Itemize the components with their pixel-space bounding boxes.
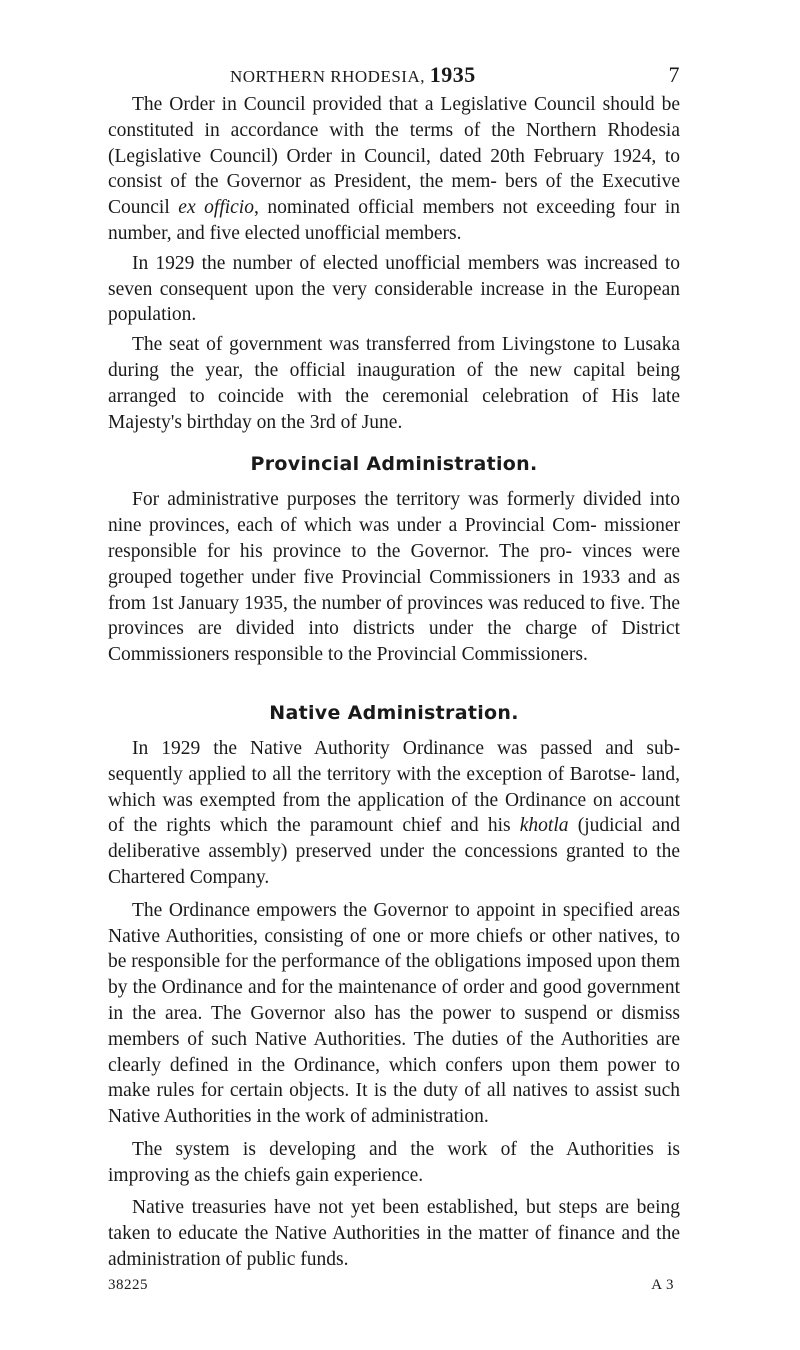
running-title xyxy=(230,62,476,88)
running-header xyxy=(108,62,680,92)
document-page xyxy=(108,62,680,1294)
print-number: 38225 xyxy=(108,1276,148,1293)
paragraph-seat-of-government: The seat of government was transferred from Livingstone to Lusaka during the year, the official inauguration of the new capital being arranged to coincide with the ceremonial celebration of His late Majesty's birthday on the 3rd of June. xyxy=(108,334,680,433)
paragraph-ordinance-powers: The Ordinance empowers the Governor to appoint in specified areas Native Authorities, consisting of one or more chiefs or other natives, to be responsible for the performance of the obligations imposed upon them by the Ordinance and for the maintenance of order and good government in the area. The Governor also has the power to suspend or dismiss members of such Native Authorities. The duties of the Authorities are clearly defined in the Ordinance, which confers upon them power to make rules for certain objects. It is the duty of all natives to assist such Native Authorities in the work of administration. xyxy=(108,899,680,1128)
page-footer xyxy=(108,1277,680,1294)
paragraph-elected-members: In 1929 the number of elected unofficial members was increased to seven consequent upon the very considerable increase in the European population. xyxy=(108,252,680,326)
paragraph-legislative-council: The Order in Council provided that a Legislative Council should be constituted in accordance with the terms of the Northern Rhodesia (Legislative Council) Order in Council, dated 20th February 1924, to consist of the Governor as President, the mem- bers of the Executive Council ex officio, nominated official members not exceeding four in number, and five elected unofficial members. xyxy=(108,94,681,244)
signature-mark: A 3 xyxy=(651,1276,674,1293)
heading-provincial-administration: Provincial Administration. xyxy=(250,453,538,476)
paragraph-provinces: For administrative purposes the territory was formerly divided into nine provinces, each of which was under a Provincial Com- missioner responsible for his province to the Governor. The pro- vinces were grouped together under five Provincial Commissioners in 1933 and as from 1st January 1935, the number of provinces was reduced to five. The provinces are divided into districts under the charge of District Commissioners responsible to the Provincial Commissioners. xyxy=(108,489,680,666)
heading-native-administration: Native Administration. xyxy=(269,701,519,724)
page-number: 7 xyxy=(668,62,680,87)
header-year: 1935 xyxy=(429,62,476,87)
paragraph-native-authority-ordinance: In 1929 the Native Authority Ordinance was passed and sub- sequently applied to all the territory with the exception of Barotse- land, which was exempted from the application of the Ordinance on account of the rights which the paramount chief and his khotla (judicial and deliberative assembly) preserved under the concessions granted to the Chartered Company. xyxy=(108,737,681,888)
header-title: NORTHERN RHODESIA, xyxy=(230,67,425,86)
paragraph-system-developing: The system is developing and the work of the Authorities is improving as the chiefs gain experience. xyxy=(108,1138,680,1186)
paragraph-native-treasuries: Native treasuries have not yet been established, but steps are being taken to educate the Native Authorities in the matter of finance and the administration of public funds. xyxy=(108,1197,680,1271)
